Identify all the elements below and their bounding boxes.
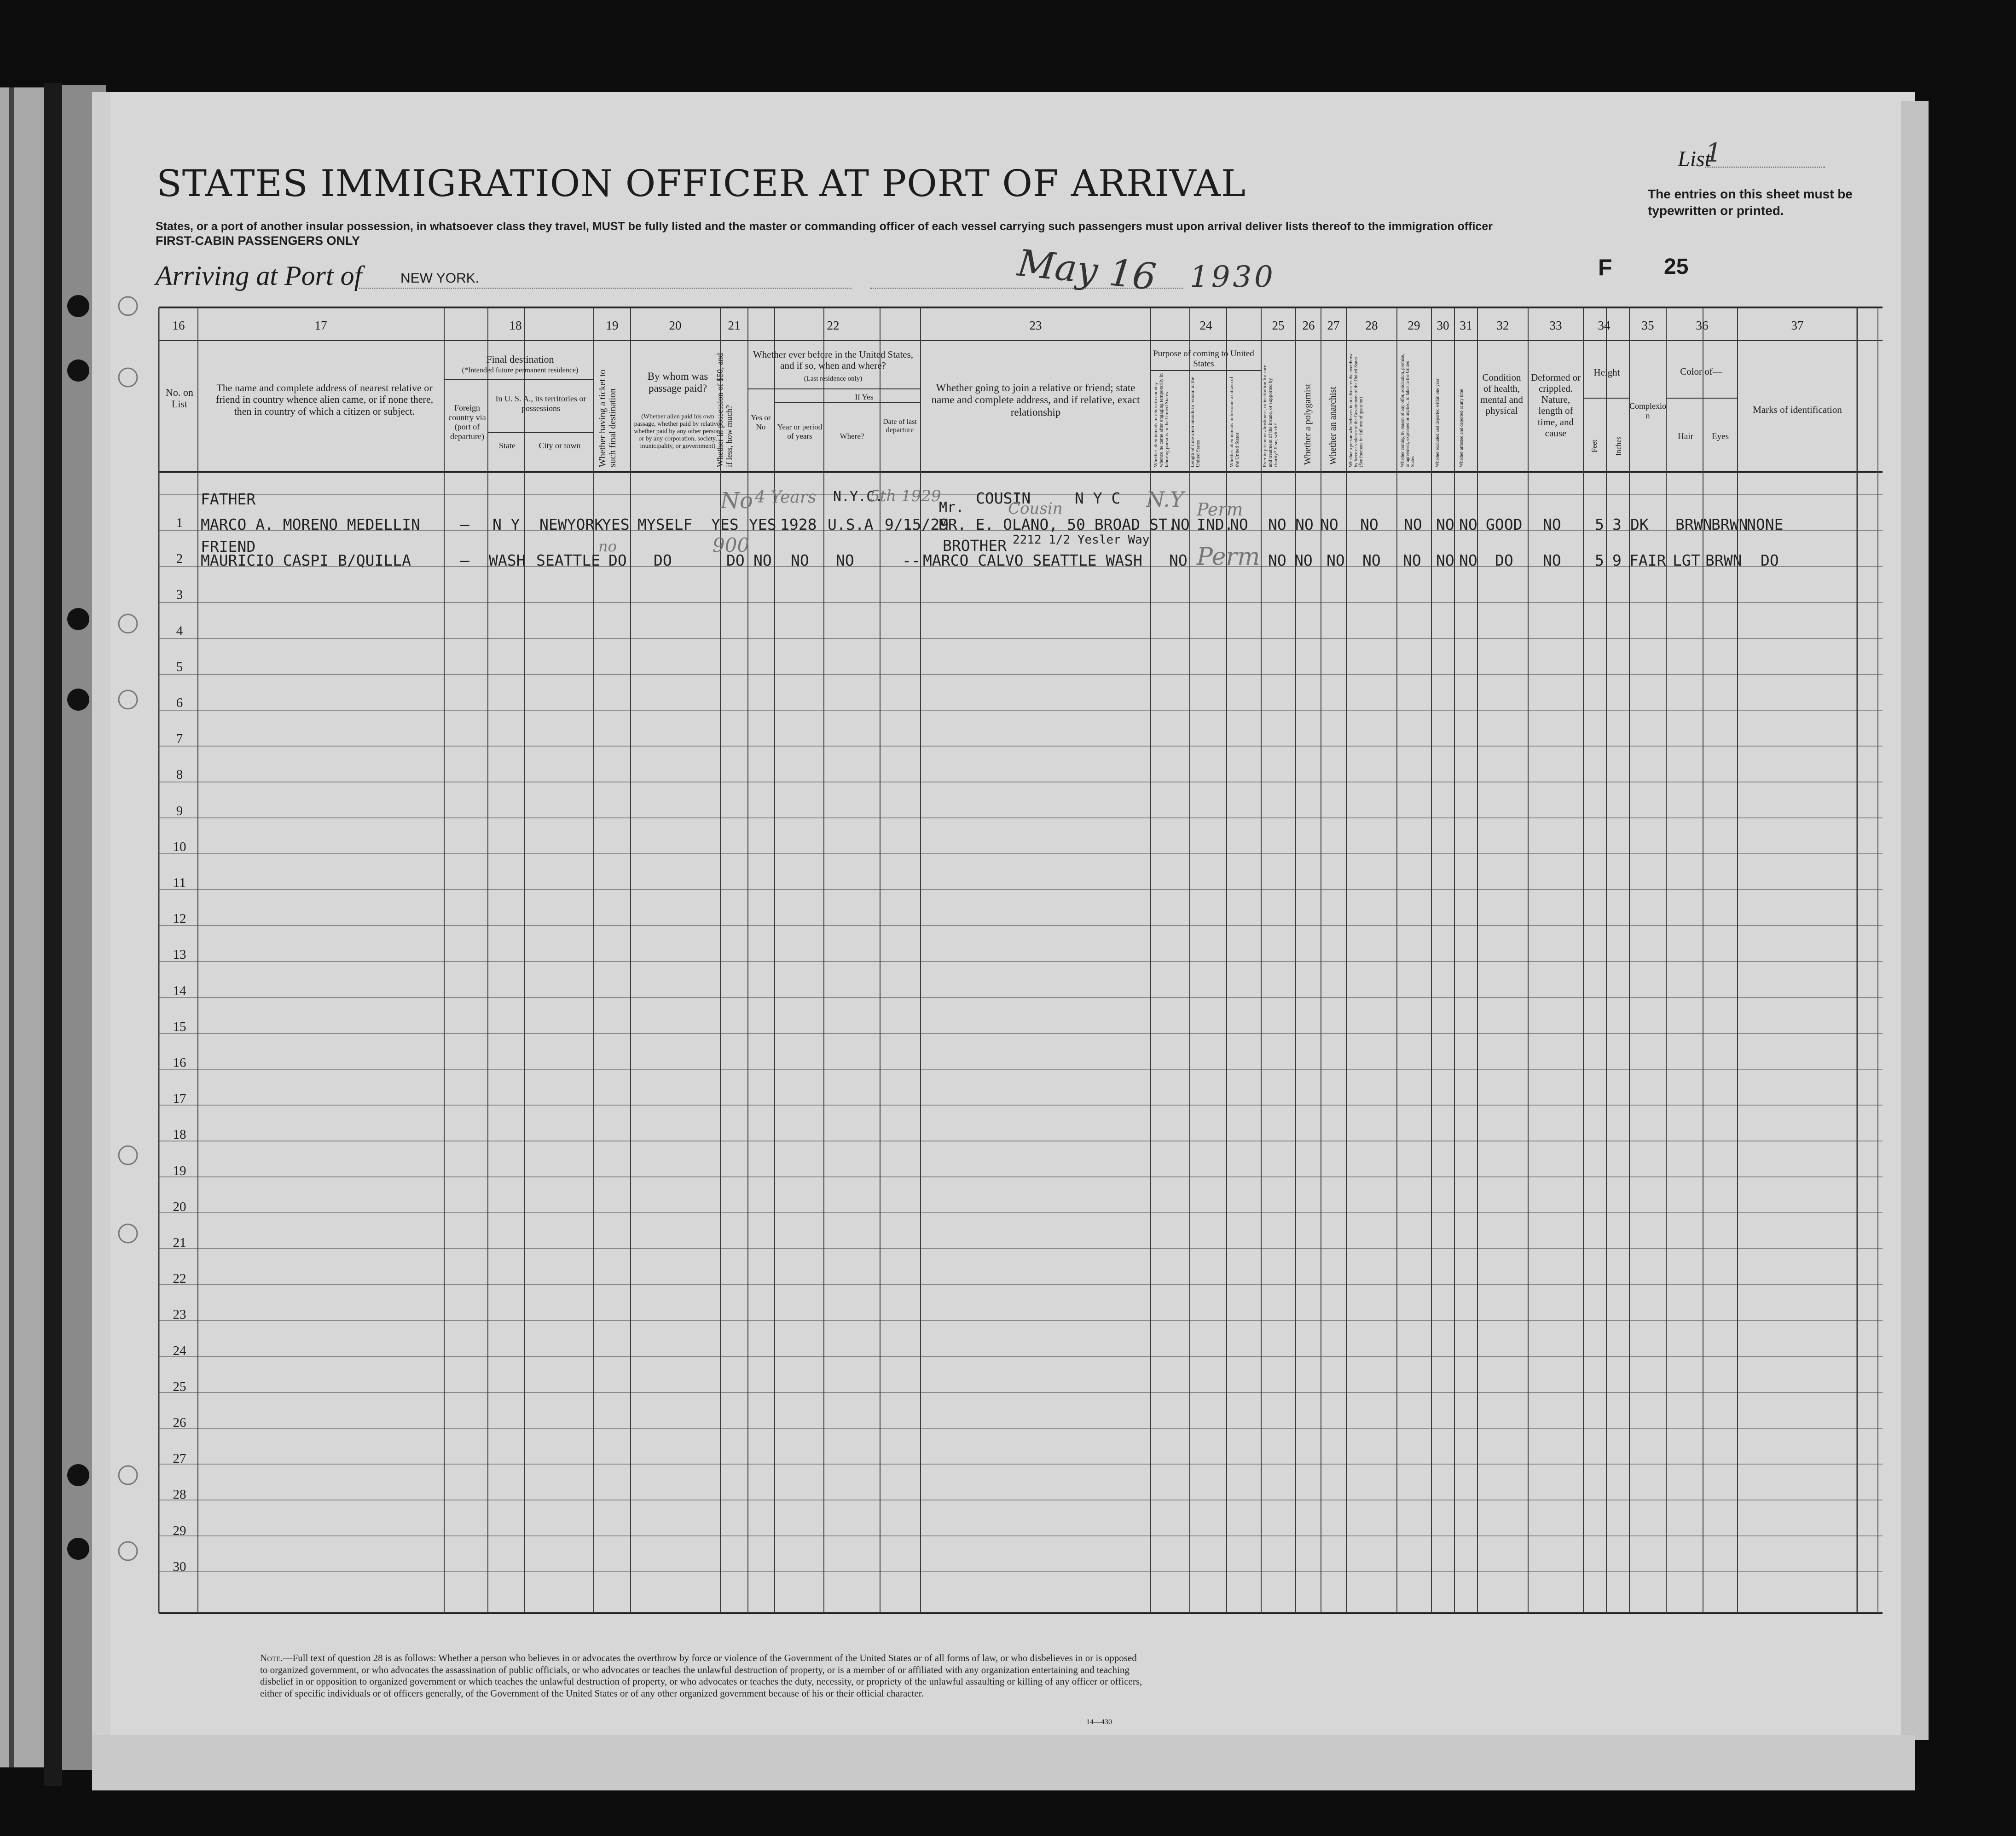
r1-purpose-a: NO: [1171, 515, 1190, 533]
r2-relation: FRIEND: [201, 538, 256, 556]
r2-money: DO: [726, 551, 745, 569]
row-number: 19: [173, 1163, 186, 1178]
row-number: 5: [176, 659, 183, 674]
r1-q29: NO: [1404, 515, 1422, 533]
r2-city: SEATTLE: [536, 551, 601, 569]
sheet-letter: F: [1598, 255, 1612, 280]
header-passage: By whom was passage paid?: [647, 371, 708, 394]
header-marks: Marks of identification: [1753, 404, 1842, 415]
header-complexion: Complexion: [1629, 401, 1666, 420]
r2-q31: NO: [1459, 551, 1477, 569]
r2-eyes: BRWN: [1705, 551, 1742, 569]
row-number: 15: [173, 1019, 186, 1034]
footnote-label: Note.: [260, 1652, 283, 1663]
r1-hair: BRWN: [1675, 515, 1712, 533]
annotation-r1-money: 4 Years: [755, 488, 817, 507]
header-city: City or town: [539, 441, 581, 450]
r2-hair: LGT: [1673, 551, 1700, 569]
r2-where: NO: [836, 551, 854, 569]
r1-q28: NO: [1360, 515, 1379, 533]
header-date-last: Date of last departure: [883, 418, 917, 434]
page-title: STATES IMMIGRATION OFFICER AT PORT OF ARRIVAL: [156, 162, 1246, 205]
r1-before: YES: [749, 515, 776, 533]
annotation-r1-nyc: N.Y.C.: [833, 489, 883, 505]
column-number: 18: [509, 319, 522, 332]
header-eyes: Eyes: [1712, 432, 1729, 441]
row-number: 20: [173, 1199, 186, 1214]
header-inches: Inches: [1615, 436, 1623, 456]
header-polygamist: Whether a polygamist: [1303, 383, 1313, 465]
r2-join-addr: MARCO CALVO SEATTLE WASH: [923, 551, 1142, 569]
r2-state: WASH: [489, 551, 526, 569]
typewritten-instruction: The entries on this sheet must be typewritten or printed.: [1648, 187, 1853, 218]
header-purpose-c: Whether alien intends to become a citizen of the United States: [1229, 376, 1240, 467]
row-number: 4: [176, 623, 183, 638]
row-number: 28: [173, 1487, 186, 1502]
column-number: 27: [1327, 319, 1340, 332]
row-number: 17: [173, 1091, 186, 1106]
row-number: 7: [176, 731, 183, 747]
footnote-text: —Full text of question 28 is as follows: Whether a person who believes in or advocates the overthrow by force or violence of the Government of the United States or of all forms of law, or who disbelieves in or is opposed to organized government, or who advocates the assassination of public officials, or who advocates or teaches the unlawful destruction of property, or is a member of or affiliated with any organization entertaining and teaching disbelief in or opposition to organized government or which teaches the unlawful destruction of property, or who advocates or teaches the duty, necessity, or propriety of the unlawful assaulting or killing of any officer or officers, either of specific individuals or of officers generally, of the Government of the United States or of any other organized government because of his or their official character.: [260, 1652, 1142, 1699]
arriving-label: Arriving at Port of: [156, 261, 362, 291]
annotation-r1-purpose: N.Y: [1146, 487, 1184, 512]
r1-ticket: YES: [602, 515, 630, 533]
row-number: 3: [176, 587, 183, 602]
header-feet: Feet: [1590, 440, 1599, 452]
column-number: 20: [669, 319, 682, 332]
column-number: 23: [1029, 319, 1042, 332]
r1-foreign: —: [460, 515, 469, 533]
row-number: 11: [173, 875, 186, 890]
column-number: 25: [1272, 319, 1285, 332]
column-number: 21: [728, 319, 741, 332]
column-number: 35: [1641, 319, 1654, 332]
header-ticket: Whether having a ticket to such final destination: [597, 369, 618, 467]
r1-paid: MYSELF: [637, 515, 693, 533]
header-yes-no: Yes or No: [751, 413, 771, 431]
footnote: [260, 1652, 1144, 1699]
list-label: List: [1678, 147, 1711, 171]
header-prison: Ever in prison or almshouse, or institution for care and treatment of the insane, or supported by charity? If so, which?: [1262, 365, 1279, 467]
r1-inches: 3: [1612, 515, 1622, 533]
r2-purpose-a: NO: [1169, 551, 1188, 569]
r2-join-rel: BROTHER: [943, 537, 1007, 555]
row-number: 30: [173, 1559, 186, 1574]
header-final-destination-note: (*Intended future permanent residence): [462, 366, 579, 374]
column-number: 26: [1302, 319, 1315, 332]
r1-relative: MARCO A. MORENO MEDELLIN: [201, 515, 420, 533]
header-foreign-country: Foreign country via (port of departure): [448, 403, 486, 441]
column-number: 32: [1496, 319, 1509, 332]
r2-inches: 9: [1612, 551, 1622, 569]
sheet-number: 25: [1664, 255, 1689, 279]
r1-where: U.S.A: [828, 515, 874, 533]
header-color-of: Color of—: [1680, 366, 1722, 377]
r1-complexion: DK: [1630, 515, 1649, 533]
row-number: 6: [176, 695, 183, 710]
r2-foreign: —: [460, 551, 469, 569]
column-number: 34: [1598, 319, 1610, 332]
r2-paid: DO: [654, 551, 672, 569]
list-number: 1: [1705, 138, 1722, 168]
annotation-r1-date: 5th 1929: [870, 487, 941, 505]
header-where: Where?: [840, 432, 864, 440]
column-number: 36: [1696, 319, 1709, 332]
header-year-period: Year or period of years: [777, 423, 823, 440]
r2-date: --: [902, 551, 921, 569]
r2-relative: MAURICIO CASPI B/QUILLA: [201, 551, 411, 569]
header-q28: Whether a person who believes in or advocates the overthrow by force or violence of the Government of the United States (See footnote for full text of question): [1349, 353, 1364, 467]
r1-relation: FATHER: [201, 490, 256, 508]
row-number: 2: [176, 551, 183, 567]
r1-join-addr: MR. E. OLANO, 50 BROAD ST.: [939, 515, 1177, 533]
column-number: 33: [1549, 319, 1562, 332]
row-number: 22: [173, 1271, 186, 1286]
r2-feet: 5: [1595, 551, 1604, 569]
column-number: 19: [606, 319, 619, 332]
r1-prison: NO: [1268, 515, 1286, 533]
subtitle-line: States, or a port of another insular possession, in whatsoever class they travel, MUST be fully listed and the master or commanding officer of each vessel carrying such passengers must upon arrival deliver lists thereof to the immigration officer: [156, 220, 1493, 233]
port-dotted-line: [359, 288, 852, 289]
annotation-r1-ticket: No: [720, 488, 753, 514]
row-number: 27: [173, 1451, 186, 1466]
r1-money: YES: [711, 515, 739, 533]
r2-q30: NO: [1436, 551, 1454, 569]
r1-purpose-c: NO: [1230, 515, 1248, 533]
header-height: Height: [1593, 367, 1620, 378]
cabin-class: FIRST-CABIN PASSENGERS ONLY: [156, 234, 360, 248]
r1-city: NEWYORK: [539, 515, 604, 533]
header-q30: Whether excluded and deported within one year: [1435, 378, 1440, 467]
r1-eyes: BRWN: [1711, 515, 1748, 533]
column-number: 24: [1199, 319, 1212, 332]
row-number: 9: [176, 803, 183, 818]
column-number: 29: [1408, 319, 1420, 332]
header-deformed: Deformed or crippled. Nature, length of time, and cause: [1531, 372, 1581, 439]
column-number: 37: [1791, 319, 1804, 332]
annotation-r1-mr: Mr.: [939, 499, 964, 515]
row-number: 1: [176, 515, 183, 530]
header-purpose-a: Whether alien intends to return to country whence he came after engaging temporarily in laboring pursuits in the United States: [1153, 373, 1170, 467]
port-of-arrival: NEW YORK.: [400, 271, 480, 286]
r1-health: GOOD: [1486, 515, 1523, 533]
header-join-relative: Whether going to join a relative or friend; state name and complete address, and if relative, exact relationship: [931, 382, 1140, 418]
annotation-r2-no: no: [598, 538, 617, 555]
r2-ticket: DO: [608, 551, 627, 569]
r1-polygamist: NO: [1295, 515, 1314, 533]
row-number: 8: [176, 767, 183, 782]
annotation-r1-perm: Perm: [1197, 499, 1243, 520]
header-state: State: [499, 441, 516, 450]
row-number: 29: [173, 1523, 186, 1538]
r2-before: NO: [753, 551, 772, 569]
header-hair: Hair: [1678, 432, 1693, 441]
r1-state: N Y: [492, 515, 520, 533]
r1-join-city: N Y C: [1075, 489, 1121, 507]
r1-marks: NONE: [1747, 515, 1784, 533]
header-q31: Whether arrested and deported at any time: [1459, 389, 1464, 467]
r2-marks: DO: [1761, 551, 1779, 569]
r1-purpose-b: IND.: [1197, 515, 1234, 533]
header-purpose: Purpose of coming to United States: [1153, 349, 1254, 369]
annotation-r1-join: Cousin: [1008, 499, 1063, 518]
row-number: 14: [173, 983, 186, 998]
row-number: 21: [173, 1235, 186, 1250]
header-relative-friend: The name and complete address of nearest relative or friend in country whence alien came, or if none there, then in country of which a citizen or subject.: [215, 382, 434, 417]
header-no-on-list: No. on List: [166, 387, 193, 410]
column-number: 31: [1460, 319, 1472, 332]
r2-year: NO: [791, 551, 809, 569]
header-health: Condition of health, mental and physical: [1480, 372, 1523, 417]
r1-deformed: NO: [1543, 515, 1561, 533]
header-possession-50: Whether in possession of $50, and if less, how much?: [715, 353, 734, 467]
form-number: 14—430: [1086, 1718, 1112, 1726]
r2-q28: NO: [1362, 551, 1381, 569]
row-number: 18: [173, 1127, 186, 1142]
column-number: 17: [314, 319, 327, 332]
annotation-r2-perm: Perm: [1197, 543, 1260, 571]
r1-q31: NO: [1459, 515, 1477, 533]
arrival-year: 1930: [1190, 260, 1276, 294]
row-number: 12: [173, 911, 186, 927]
header-final-destination: Final destination: [486, 353, 554, 365]
r1-feet: 5: [1595, 515, 1604, 533]
row-number: 13: [173, 947, 186, 962]
row-number: 24: [173, 1343, 186, 1358]
header-before-note: (Last residence only): [804, 375, 863, 382]
column-number: 16: [172, 319, 185, 332]
row-number: 10: [173, 839, 186, 854]
r2-polygamist: NO: [1294, 551, 1313, 569]
header-before-in-us: Whether ever before in the United States, and if so, when and where?: [753, 349, 914, 371]
row-number: 23: [173, 1307, 186, 1322]
row-number: 26: [173, 1415, 186, 1430]
annotation-r2-money: 900: [713, 534, 750, 556]
r1-date: 9/15/29: [885, 515, 949, 533]
r2-q29: NO: [1403, 551, 1421, 569]
r2-deformed: NO: [1543, 551, 1561, 569]
header-in-usa: In U. S. A., its territories or possessions: [495, 394, 586, 413]
header-purpose-b: Length of time alien intends to remain in the United States: [1190, 376, 1201, 467]
arrival-date: May 16: [1015, 241, 1159, 299]
header-if-yes: If Yes: [855, 393, 874, 401]
header-passage-note: (Whether alien paid his own passage, whether paid by relative, whether paid by any other person, or by any corporation, society, municipality, or government): [634, 413, 722, 450]
r1-year: 1928: [780, 515, 817, 533]
r1-anarchist: NO: [1320, 515, 1338, 533]
row-number: 25: [173, 1379, 186, 1394]
r2-health: DO: [1495, 551, 1513, 569]
list-underline: [1705, 167, 1825, 168]
column-number: 22: [827, 319, 840, 332]
r2-prison: NO: [1268, 551, 1286, 569]
header-q29: Whether coming by reason of any offer, solicitation, promise, or agreement, expressed or implied, to labor in the United States: [1400, 353, 1415, 467]
r2-complexion: FAIR: [1629, 551, 1666, 569]
r1-q30: NO: [1436, 515, 1454, 533]
r2-join-addr2: 2212 1/2 Yesler Way: [1013, 533, 1150, 547]
r1-join-rel: COUSIN: [976, 489, 1031, 507]
column-number: 28: [1365, 319, 1378, 332]
column-number: 30: [1437, 319, 1449, 332]
header-anarchist: Whether an anarchist: [1328, 387, 1338, 465]
r2-anarchist: NO: [1327, 551, 1345, 569]
row-number: 16: [173, 1055, 186, 1070]
